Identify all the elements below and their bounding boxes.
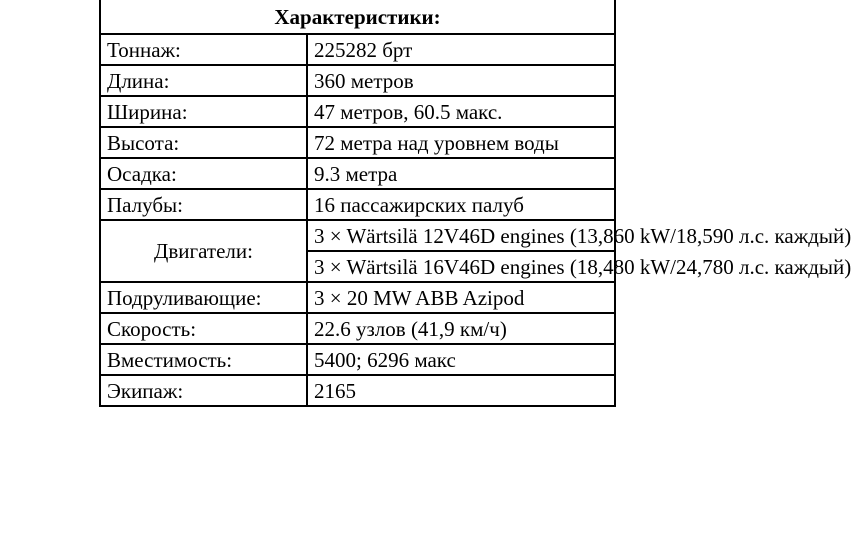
row-label: Вместимость: — [100, 344, 307, 375]
table-title: Характеристики: — [100, 0, 615, 34]
row-value: 360 метров — [307, 65, 615, 96]
row-value: 225282 брт — [307, 34, 615, 65]
row-label: Экипаж: — [100, 375, 307, 406]
row-label: Скорость: — [100, 313, 307, 344]
table-row — [100, 158, 615, 189]
row-value: 22.6 узлов (41,9 км/ч) — [307, 313, 615, 344]
engines-label: Двигатели: — [100, 220, 307, 282]
engines-row — [100, 220, 615, 251]
row-value: 47 метров, 60.5 макс. — [307, 96, 615, 127]
row-value: 16 пассажирских палуб — [307, 189, 615, 220]
row-value: 2165 — [307, 375, 615, 406]
row-label: Длина: — [100, 65, 307, 96]
row-label: Подруливающие: — [100, 282, 307, 313]
table-row — [100, 375, 615, 406]
table-row — [100, 96, 615, 127]
table-header-row — [100, 0, 615, 34]
specifications-table — [99, 0, 851, 407]
row-value: 3 × 20 MW ABB Azipod — [307, 282, 615, 313]
table-row — [100, 65, 615, 96]
table-row — [100, 313, 615, 344]
row-value: 72 метра над уровнем воды — [307, 127, 615, 158]
table-row — [100, 127, 615, 158]
table-row — [100, 344, 615, 375]
row-label: Высота: — [100, 127, 307, 158]
table-row — [100, 34, 615, 65]
table-row — [100, 282, 615, 313]
row-label: Палубы: — [100, 189, 307, 220]
row-value: 5400; 6296 макс — [307, 344, 615, 375]
row-label: Осадка: — [100, 158, 307, 189]
row-label: Тоннаж: — [100, 34, 307, 65]
row-value: 9.3 метра — [307, 158, 615, 189]
table-row — [100, 189, 615, 220]
engines-value-1: 3 × Wärtsilä 12V46D engines (13,860 kW/18,590 л.с. каждый) — [307, 220, 615, 251]
row-label: Ширина: — [100, 96, 307, 127]
engines-value-2: 3 × Wärtsilä 16V46D engines (18,480 kW/24,780 л.с. каждый) — [307, 251, 615, 282]
